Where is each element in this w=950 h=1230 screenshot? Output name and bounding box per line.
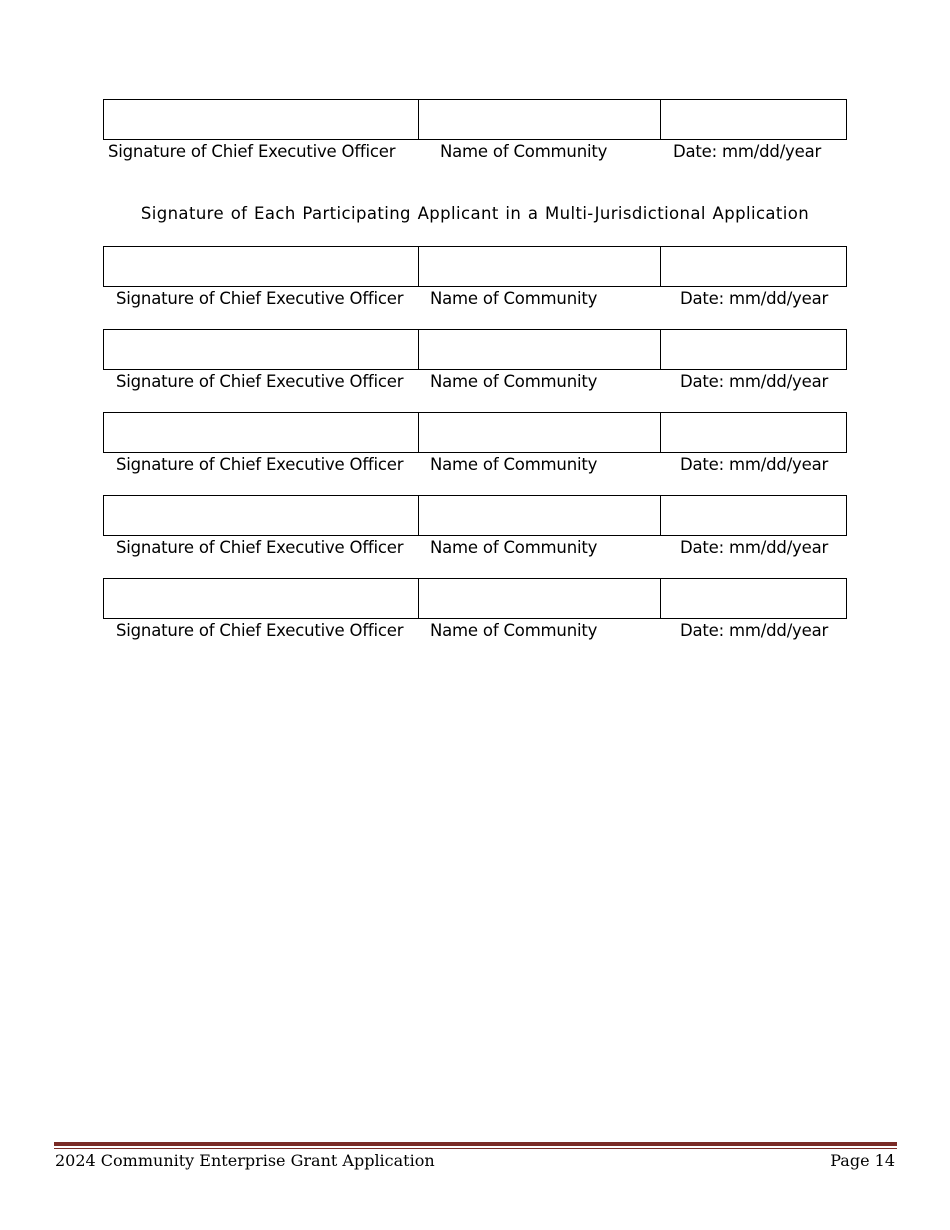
signature-label: Signature of Chief Executive Officer (116, 289, 404, 308)
signature-field[interactable] (103, 99, 419, 140)
signature-field[interactable] (103, 246, 419, 287)
community-name-field[interactable] (419, 329, 661, 370)
signature-label: Signature of Chief Executive Officer (116, 455, 404, 474)
date-field[interactable] (661, 578, 847, 619)
signature-label-row (103, 536, 847, 560)
date-field[interactable] (661, 412, 847, 453)
participant-signature-block (103, 495, 847, 560)
date-label: Date: mm/dd/year (673, 142, 822, 161)
primary-signature-block (103, 99, 847, 164)
signature-label: Signature of Chief Executive Officer (116, 621, 404, 640)
signature-label-row (103, 287, 847, 311)
community-name-field[interactable] (419, 412, 661, 453)
participant-signature-block (103, 578, 847, 643)
date-field[interactable] (661, 329, 847, 370)
signature-field[interactable] (103, 578, 419, 619)
signature-field-row (103, 99, 847, 140)
community-name-field[interactable] (419, 495, 661, 536)
date-label: Date: mm/dd/year (680, 455, 829, 474)
signature-label: Signature of Chief Executive Officer (116, 372, 404, 391)
participant-signature-block (103, 412, 847, 477)
signature-field-row (103, 578, 847, 619)
signature-field[interactable] (103, 412, 419, 453)
community-name-field[interactable] (419, 246, 661, 287)
signature-field-row (103, 495, 847, 536)
signature-field[interactable] (103, 495, 419, 536)
date-label: Date: mm/dd/year (680, 621, 829, 640)
participant-signature-block (103, 329, 847, 394)
date-label: Date: mm/dd/year (680, 538, 829, 557)
date-label: Date: mm/dd/year (680, 372, 829, 391)
signature-label-row (103, 453, 847, 477)
date-field[interactable] (661, 246, 847, 287)
signature-field-row (103, 412, 847, 453)
signature-field-row (103, 246, 847, 287)
community-label: Name of Community (430, 289, 598, 308)
signature-label-row (103, 619, 847, 643)
date-label: Date: mm/dd/year (680, 289, 829, 308)
signature-label-row (103, 370, 847, 394)
footer-document-title: 2024 Community Enterprise Grant Application (55, 1151, 435, 1170)
signature-field-row (103, 329, 847, 370)
participant-signature-block (103, 246, 847, 311)
signature-label: Signature of Chief Executive Officer (108, 142, 396, 161)
multi-jurisdiction-heading: Signature of Each Participating Applicant in a Multi-Jurisdictional Application (140, 204, 810, 223)
footer-divider-thin (54, 1148, 897, 1149)
community-label: Name of Community (430, 621, 598, 640)
community-label: Name of Community (440, 142, 608, 161)
signature-label: Signature of Chief Executive Officer (116, 538, 404, 557)
community-label: Name of Community (430, 455, 598, 474)
community-label: Name of Community (430, 372, 598, 391)
community-label: Name of Community (430, 538, 598, 557)
community-name-field[interactable] (419, 578, 661, 619)
signature-field[interactable] (103, 329, 419, 370)
footer-page-number: Page 14 (830, 1151, 895, 1170)
signature-label-row (103, 140, 847, 164)
date-field[interactable] (661, 495, 847, 536)
footer-divider (54, 1142, 897, 1146)
date-field[interactable] (661, 99, 847, 140)
community-name-field[interactable] (419, 99, 661, 140)
